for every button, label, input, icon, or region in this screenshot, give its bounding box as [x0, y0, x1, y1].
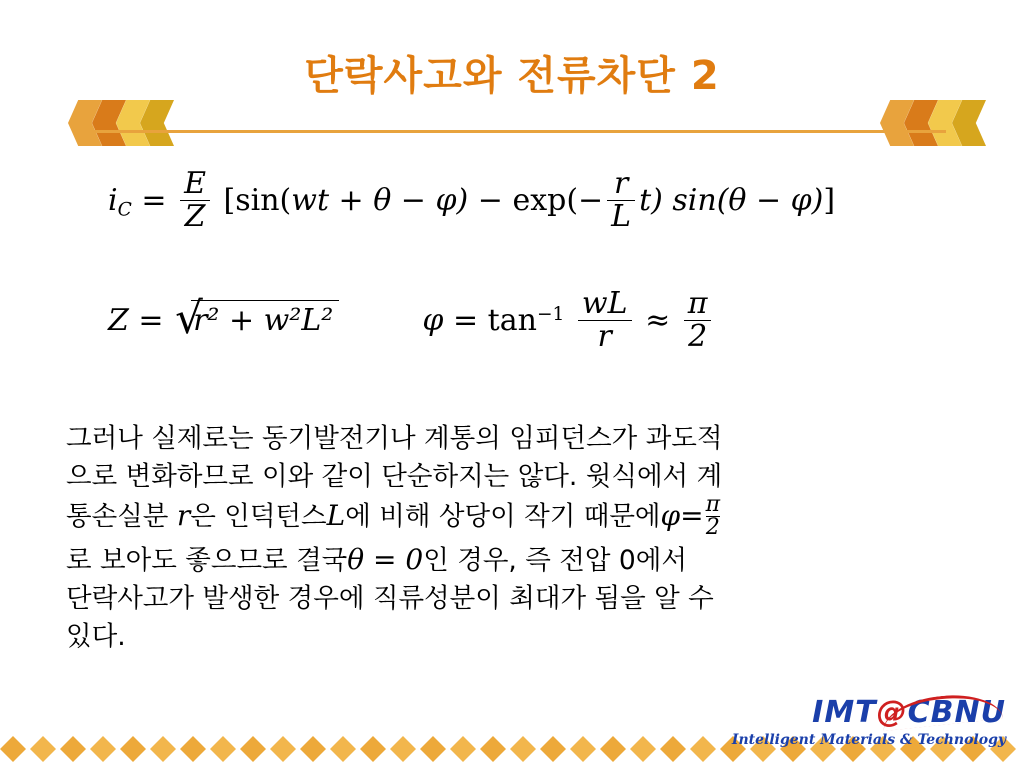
- decorative-diamonds-right: [880, 96, 990, 152]
- footer-diamond: [540, 736, 566, 762]
- body-symbol-equals: =: [680, 499, 704, 533]
- footer-diamond: [510, 736, 536, 762]
- eq1-sin1-args: wt + θ − φ): [291, 183, 469, 218]
- eq1-exp-frac-numerator: r: [613, 166, 629, 201]
- footer-diamond: [630, 736, 656, 762]
- body-frac-denominator: 2: [705, 515, 720, 541]
- eq2-radicand: r² + w²L²: [191, 300, 339, 338]
- footer-diamond: [270, 736, 296, 762]
- eq1-minus: −: [477, 183, 503, 218]
- logo-at-icon: @: [876, 695, 908, 730]
- eq2-equals: =: [138, 303, 164, 338]
- eq1-equals: =: [141, 183, 167, 218]
- eq1-exp-frac-denominator: L: [607, 200, 635, 233]
- footer-diamond: [120, 736, 146, 762]
- body-line-5: 단락사고가 발생한 경우에 직류성분이 최대가 됨을 알 수: [66, 583, 714, 614]
- eq3-lhs: φ: [422, 303, 444, 338]
- eq1-frac-denominator: Z: [180, 200, 210, 233]
- body-line-4: [66, 540, 966, 580]
- body-frac-numerator: π: [705, 492, 721, 518]
- eq2-lhs: Z: [108, 303, 129, 338]
- equation-impedance-and-phase: [108, 286, 715, 354]
- eq1-fraction-e-over-z: [180, 168, 210, 232]
- decorative-diamonds-left: [68, 96, 178, 152]
- eq1-sin2: sin(θ − φ): [672, 183, 824, 218]
- footer-diamond: [240, 736, 266, 762]
- footer-diamond: [420, 736, 446, 762]
- body-line-3-part-b: 은 인덕턴스: [190, 501, 327, 533]
- footer-diamond: [60, 736, 86, 762]
- radical-sign-icon: √: [175, 294, 203, 344]
- footer-diamond: [390, 736, 416, 762]
- body-symbol-l: L: [326, 499, 346, 533]
- logo-imt: IMT: [812, 695, 877, 730]
- eq3-fraction-wl-over-r: [578, 288, 632, 352]
- eq1-frac-numerator: E: [184, 166, 206, 201]
- eq1-sin1: sin(: [235, 183, 292, 218]
- eq1-fraction-r-over-l: [607, 168, 635, 232]
- body-equation-theta-zero: θ = 0: [347, 543, 424, 577]
- body-line-3-part-a: 통손실분: [66, 501, 177, 533]
- body-paragraph: [66, 420, 966, 655]
- eq3-equals: =: [452, 303, 479, 338]
- body-line-4-part-a: 로 보아도 좋으므로 결국: [66, 545, 348, 577]
- page-title: 단락사고와 전류차단 2: [304, 53, 720, 99]
- eq3-frac-denominator: r: [578, 320, 632, 353]
- body-line-6: 있다.: [66, 620, 126, 652]
- eq1-open-bracket: [: [223, 183, 236, 218]
- slide-header: [0, 44, 1024, 134]
- imt-cbnu-logo: [666, 695, 1006, 760]
- body-fraction-pi-over-2: [706, 494, 720, 539]
- eq3-approx-sign: ≈: [645, 303, 671, 338]
- eq3-fraction-pi-over-2: [684, 288, 712, 352]
- body-line-1: 그러나 실제로는 동기발전기나 계통의 임피던스가 과도적: [66, 423, 723, 454]
- eq1-exp-tail: t): [639, 183, 663, 218]
- eq3-frac-numerator: wL: [581, 286, 628, 321]
- eq1-lhs-subscript: C: [117, 199, 132, 221]
- eq1-close-bracket: ]: [823, 183, 836, 218]
- footer-diamond: [0, 736, 26, 762]
- title-divider: [78, 130, 946, 133]
- footer-diamond: [360, 736, 386, 762]
- footer-diamond: [300, 736, 326, 762]
- eq3-function-exponent: −1: [536, 303, 565, 325]
- body-line-3-part-c: 에 비해 상당이 작기 때문에: [345, 501, 661, 533]
- body-symbol-phi: φ: [660, 499, 681, 533]
- body-line-2: 으로 변화하므로 이와 같이 단순하지는 않다. 윗식에서 계: [66, 460, 723, 492]
- footer-diamond: [330, 736, 356, 762]
- footer-diamond: [180, 736, 206, 762]
- footer-diamond: [600, 736, 626, 762]
- footer-diamond: [450, 736, 476, 762]
- equation-current: [108, 166, 836, 234]
- eq2-square-root: [175, 294, 339, 344]
- footer-diamond: [150, 736, 176, 762]
- eq3-result-denominator: 2: [684, 320, 712, 353]
- eq3-result-numerator: π: [687, 286, 708, 321]
- logo-cbnu: CBNU: [907, 695, 1006, 730]
- eq1-exp: exp(−: [512, 183, 604, 218]
- footer-diamond: [30, 736, 56, 762]
- footer-diamond: [480, 736, 506, 762]
- footer-diamond: [570, 736, 596, 762]
- logo-subtitle: Intelligent Materials & Technology: [731, 732, 1006, 748]
- footer-diamond: [90, 736, 116, 762]
- footer-diamond: [210, 736, 236, 762]
- body-symbol-r: r: [176, 499, 191, 533]
- body-line-4-part-b: 인 경우, 즉 전압 0에서: [423, 545, 687, 577]
- body-line-3: [66, 492, 966, 541]
- eq3-function: tan: [487, 303, 537, 338]
- eq1-lhs-var: i: [108, 183, 118, 218]
